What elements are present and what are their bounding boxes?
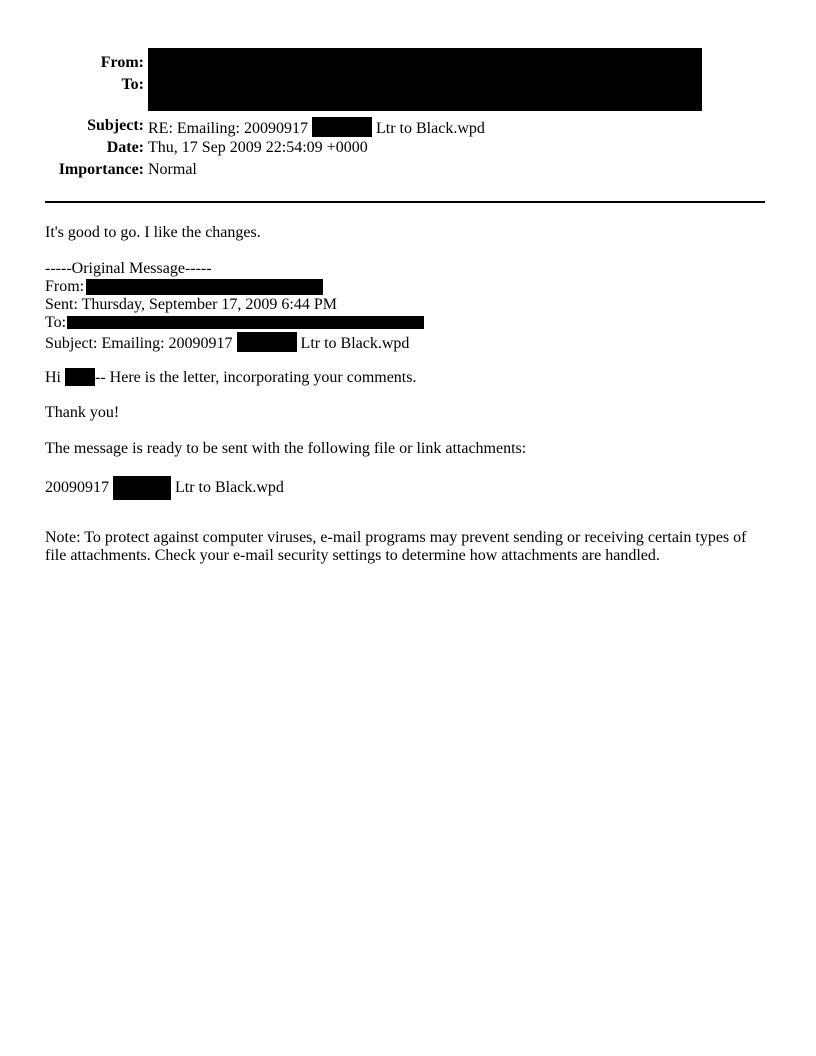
attachment-prefix: 20090917 (45, 479, 109, 496)
subject-suffix: Ltr to Black.wpd (376, 120, 485, 137)
redaction-box-subject (312, 117, 372, 137)
attachment-suffix: Ltr to Black.wpd (175, 479, 284, 496)
original-subject (45, 332, 409, 353)
from-label: From: (100, 54, 144, 71)
redaction-box-original-to (67, 316, 424, 329)
to-label: To: (121, 76, 144, 93)
thanks-line: Thank you! (45, 404, 120, 421)
reply-line: It's good to go. I like the changes. (45, 224, 261, 241)
date-label: Date: (106, 139, 144, 156)
attachment-item (45, 476, 284, 500)
subject-label: Subject: (87, 117, 144, 134)
date-value: Thu, 17 Sep 2009 22:54:09 +0000 (148, 139, 368, 156)
attachment-notice: The message is ready to be sent with the following file or link attachments: (45, 440, 527, 457)
subject-value (148, 117, 485, 138)
original-from-label: From: (45, 278, 85, 295)
original-message-marker: -----Original Message----- (45, 260, 212, 277)
original-subject-suffix: Ltr to Black.wpd (300, 335, 410, 352)
redaction-box-greeting (65, 368, 95, 386)
header-divider (45, 201, 765, 203)
security-note: Note: To protect against computer viruses, e-mail programs may prevent sending or receiving certain types of file attachments. Check your e-mail security settings to determine how attachments are handled. (45, 529, 747, 564)
original-to-label: To: (45, 314, 67, 331)
greeting-suffix: -- Here is the letter, incorporating your comments. (95, 369, 417, 386)
original-sent: Sent: Thursday, September 17, 2009 6:44 PM (45, 296, 337, 313)
original-to (45, 314, 66, 332)
redaction-box-original-from (86, 279, 323, 295)
greeting-line (45, 368, 416, 387)
redaction-box-attachment (113, 476, 171, 500)
original-subject-prefix: Subject: Emailing: 20090917 (45, 335, 233, 352)
redaction-box-header (148, 48, 702, 111)
importance-label: Importance: (58, 161, 144, 178)
subject-prefix: RE: Emailing: 20090917 (148, 120, 308, 137)
redaction-box-original-subject (237, 332, 297, 352)
importance-value: Normal (148, 161, 197, 178)
original-from (45, 278, 84, 296)
greeting-prefix: Hi (45, 369, 61, 386)
